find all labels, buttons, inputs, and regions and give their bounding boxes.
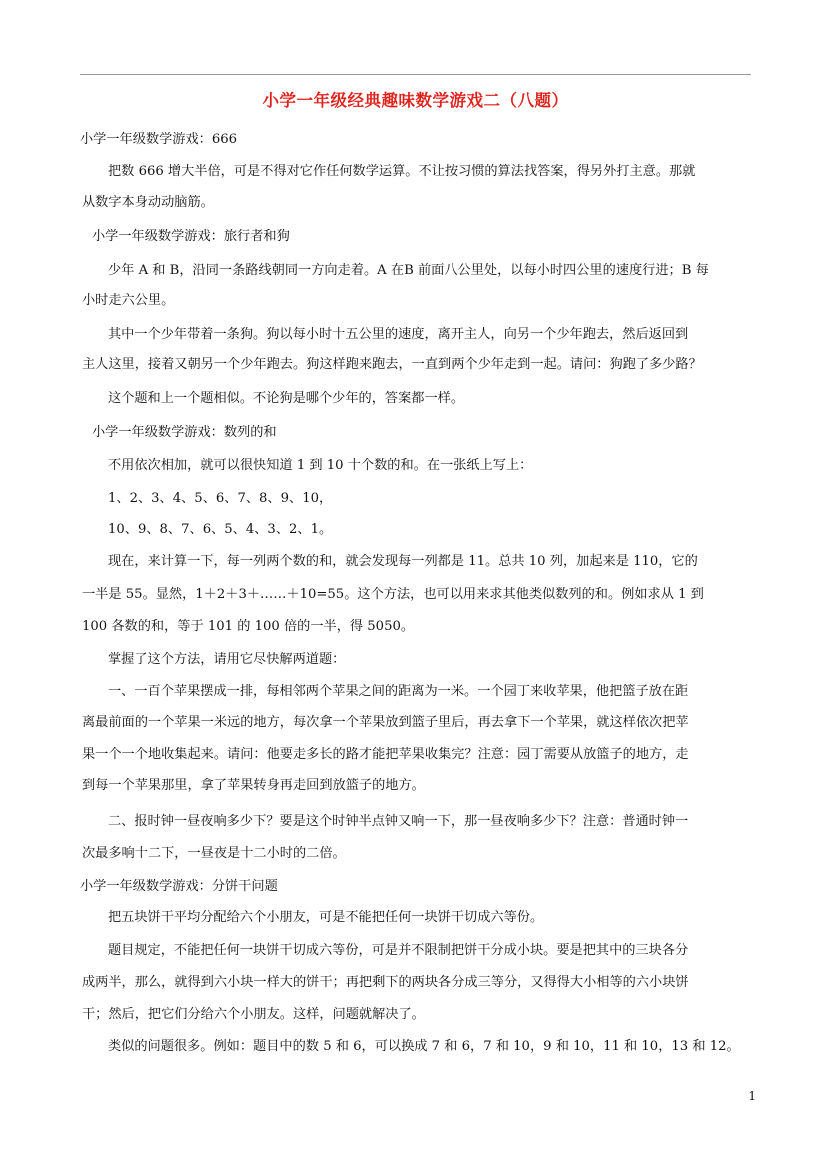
- paragraph-line: 不用依次相加，就可以很快知道 1 到 10 十个数的和。在一张纸上写上：: [108, 458, 533, 473]
- paragraph-line: 从数字本身动动脑筋。: [82, 195, 214, 210]
- paragraph-line: 10、9、8、7、6、5、4、3、2、1。: [108, 522, 333, 537]
- section-heading-series-sum: 小学一年级数学游戏：数列的和: [92, 425, 277, 440]
- paragraph-line: 主人这里，接着又朝另一个少年跑去。狗这样跑来跑去，一直到两个少年走到一起。请问：狗跑了多少路？: [82, 357, 702, 372]
- paragraph-line: 到每一个苹果那里，拿了苹果转身再走回到放篮子的地方。: [82, 778, 425, 793]
- paragraph-line: 成两半，那么，就得到六小块一样大的饼干；再把剩下的两块各分成三等分，又得得大小相等的六小块饼: [82, 975, 689, 990]
- paragraph-line: 二、报时钟一昼夜响多少下？要是这个时钟半点钟又响一下，那一昼夜响多少下？注意：普通时钟一: [108, 814, 689, 829]
- document-title: 小学一年级经典趣味数学游戏二（八题）: [262, 91, 569, 110]
- paragraph-line: 100 各数的和，等于 101 的 100 倍的一半，得 5050。: [82, 619, 415, 634]
- paragraph-line: 掌握了这个方法，请用它尽快解两道题：: [108, 652, 346, 667]
- paragraph-line: 题目规定，不能把任何一块饼干切成六等份，可是并不限制把饼干分成小块。要是把其中的三块各分: [108, 943, 689, 958]
- paragraph-line: 小时走六公里。: [82, 293, 175, 308]
- paragraph-line: 果一个一个地收集起来。请问：他要走多长的路才能把苹果收集完？注意：园丁需要从放篮子的地方，走: [82, 747, 689, 762]
- paragraph-line: 把数 666 增大半倍，可是不得对它作任何数学运算。不让按习惯的算法找答案，得另外打主意。那就: [108, 164, 696, 179]
- paragraph-line: 这个题和上一个题相似。不论狗是哪个少年的，答案都一样。: [108, 391, 465, 406]
- section-heading-cookies: 小学一年级数学游戏：分饼干问题: [80, 879, 278, 894]
- paragraph-line: 一半是 55。显然，1＋2＋3＋……＋10=55。这个方法，也可以用来求其他类似数列的和。例如求从 1 到: [82, 587, 704, 602]
- section-heading-666: 小学一年级数学游戏：666: [80, 132, 238, 147]
- section-heading-traveler-dog: 小学一年级数学游戏：旅行者和狗: [92, 229, 290, 244]
- paragraph-line: 一、一百个苹果摆成一排，每相邻两个苹果之间的距离为一米。一个园丁来收苹果，他把篮子放在距: [108, 684, 689, 699]
- paragraph-line: 干；然后，把它们分给六个小朋友。这样，问题就解决了。: [82, 1007, 425, 1022]
- paragraph-line: 把五块饼干平均分配给六个小朋友，可是不能把任何一块饼干切成六等份。: [108, 910, 544, 925]
- paragraph-line: 离最前面的一个苹果一米远的地方，每次拿一个苹果放到篮子里后，再去拿下一个苹果，就这样依次把苹: [82, 715, 689, 730]
- page-number: 1: [748, 1089, 756, 1103]
- paragraph-line: 次最多响十二下，一昼夜是十二小时的二倍。: [82, 846, 346, 861]
- paragraph-line: 类似的问题很多。例如：题目中的数 5 和 6，可以换成 7 和 6，7 和 10，9 和 10，11 和 10，13 和 12。: [108, 1039, 740, 1054]
- paragraph-line: 其中一个少年带着一条狗。狗以每小时十五公里的速度，离开主人，向另一个少年跑去，然后返回到: [108, 327, 689, 342]
- header-rule: [80, 74, 751, 75]
- paragraph-line: 1、2、3、4、5、6、7、8、9、10，: [108, 491, 333, 506]
- paragraph-line: 现在，来计算一下，每一列两个数的和，就会发现每一列都是 11。总共 10 列，加起来是 110，它的: [108, 554, 698, 569]
- paragraph-line: 少年 A 和 B，沿同一条路线朝同一方向走着。A 在B 前面八公里处，以每小时四公里的速度行进；B 每: [108, 263, 709, 278]
